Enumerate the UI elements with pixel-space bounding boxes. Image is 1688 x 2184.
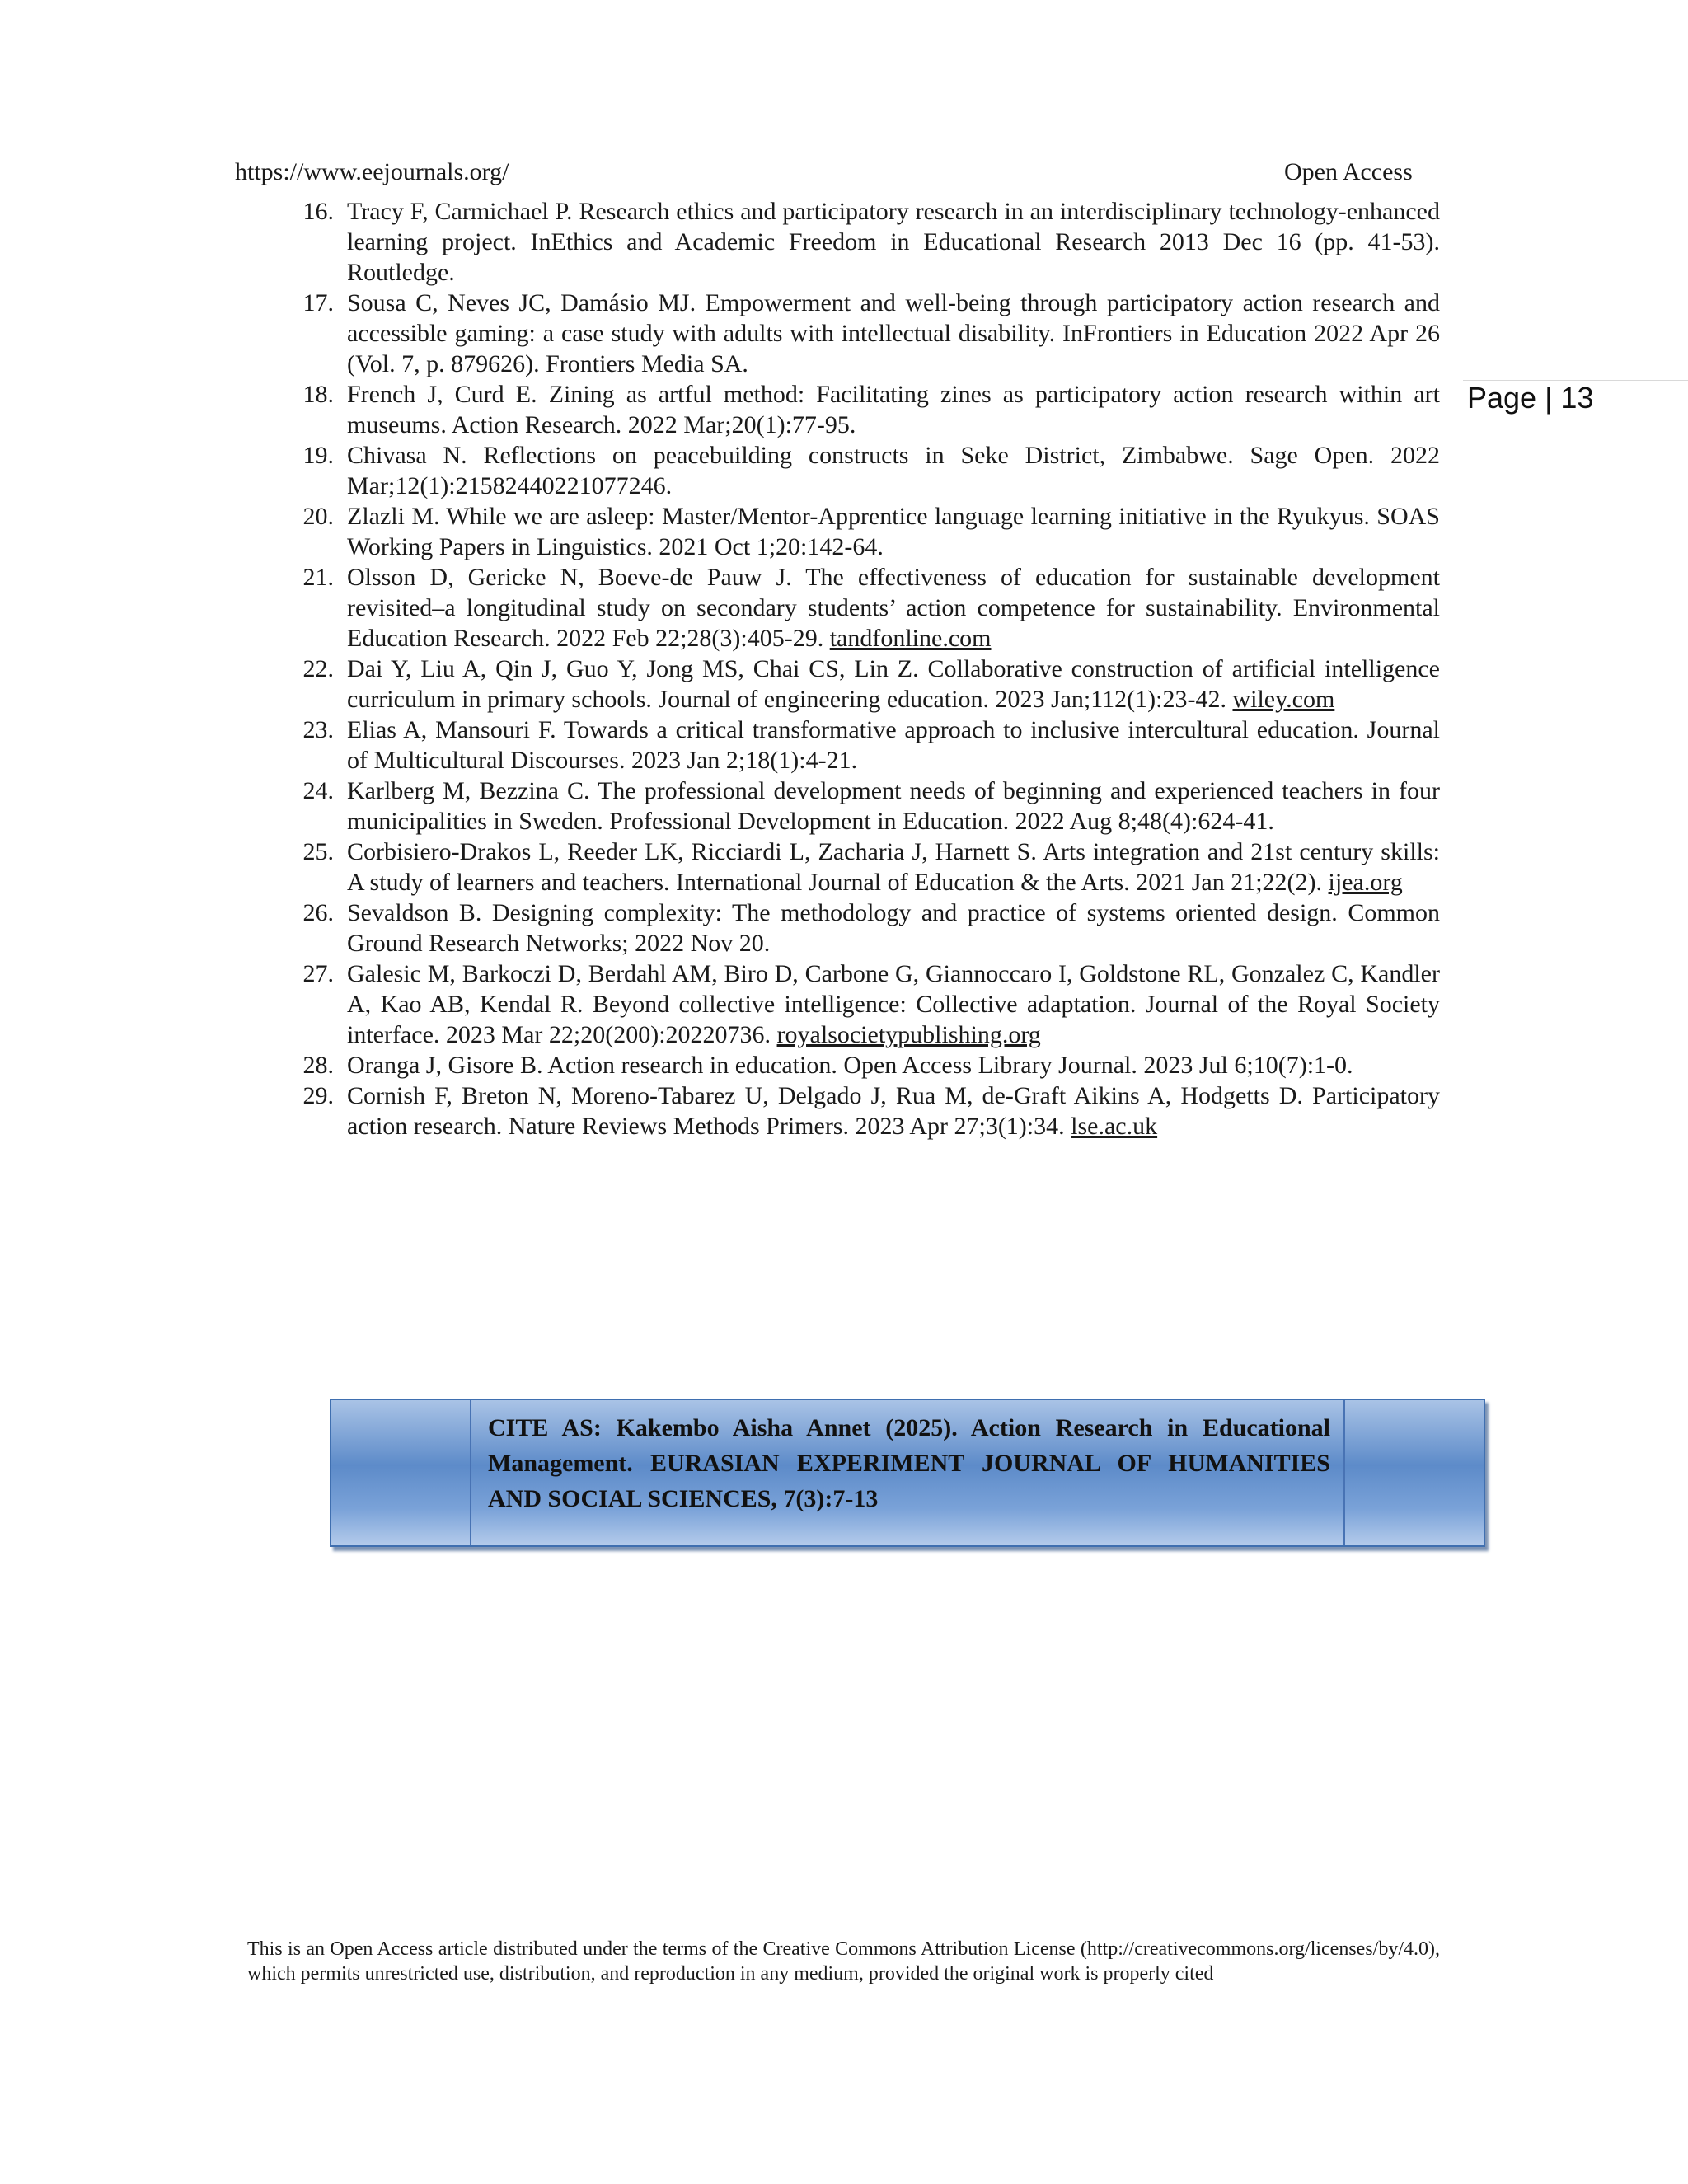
reference-number: 23. <box>302 716 334 743</box>
reference-text: Sevaldson B. Designing complexity: The methodology and practice of systems oriented design. Common Ground Research Networks; 2022 Nov 20. <box>347 899 1440 957</box>
citation-text: CITE AS: Kakembo Aisha Annet (2025). Action Research in Educational Management. EURASIAN EXPERIMENT JOURNAL OF HUMANITIES AND SOCIAL SCIENCES, 7(3):7-13 <box>488 1414 1330 1512</box>
reference-item <box>293 898 1440 958</box>
reference-link[interactable]: lse.ac.uk <box>1071 1113 1158 1140</box>
reference-item <box>293 1050 1440 1080</box>
citation-box <box>330 1399 1485 1547</box>
reference-text: Karlberg M, Bezzina C. The professional development needs of beginning and experienced teachers in four municipalities in Sweden. Professional Development in Education. 2022 Aug 8;48(4):624-41. <box>347 777 1440 835</box>
reference-link[interactable]: wiley.com <box>1232 686 1335 713</box>
reference-number: 26. <box>302 899 334 926</box>
reference-number: 25. <box>302 838 334 865</box>
reference-number: 20. <box>302 503 334 530</box>
reference-number: 29. <box>302 1082 334 1109</box>
reference-text: Tracy F, Carmichael P. Research ethics and participatory research in an interdisciplinary technology-enhanced learning project. InEthics and Academic Freedom in Educational Research 2013 Dec 16 (pp. 41-53). Routledge. <box>347 198 1440 286</box>
reference-item <box>293 837 1440 898</box>
reference-item <box>293 1080 1440 1141</box>
header-url[interactable]: https://www.eejournals.org/ <box>235 158 509 185</box>
reference-text: Corbisiero-Drakos L, Reeder LK, Ricciardi L, Zacharia J, Harnett S. Arts integration and 21st century skills: A study of learners and teachers. International Journal of Education & the Arts. 2021 Jan 21;22(2). <box>347 838 1440 896</box>
reference-number: 21. <box>302 564 334 591</box>
license-footer: This is an Open Access article distributed under the terms of the Creative Commons Attribution License (http://creativecommons.org/licenses/by/4.0), which permits unrestricted use, distribution, and reproduction in any medium, provided the original work is properly cited <box>247 1938 1440 1985</box>
reference-number: 17. <box>302 289 334 316</box>
reference-text: Dai Y, Liu A, Qin J, Guo Y, Jong MS, Chai CS, Lin Z. Collaborative construction of artificial intelligence curriculum in primary schools. Journal of engineering education. 2023 Jan;112(1):23-42. <box>347 655 1440 713</box>
reference-text: Sousa C, Neves JC, Damásio MJ. Empowerment and well-being through participatory action research and accessible gaming: a case study with adults with intellectual disability. InFrontiers in Education 2022 Apr 26 (Vol. 7, p. 879626). Frontiers Media SA. <box>347 289 1440 377</box>
citation-box-divider-left <box>470 1400 471 1545</box>
reference-item <box>293 379 1440 440</box>
reference-number: 24. <box>302 777 334 804</box>
header-open-access: Open Access <box>1284 158 1413 185</box>
reference-item <box>293 288 1440 379</box>
reference-text: Zlazli M. While we are asleep: Master/Mentor-Apprentice language learning initiative in the Ryukyus. SOAS Working Papers in Linguistics. 2021 Oct 1;20:142-64. <box>347 503 1440 560</box>
reference-text: Elias A, Mansouri F. Towards a critical transformative approach to inclusive intercultural education. Journal of Multicultural Discourses. 2023 Jan 2;18(1):4-21. <box>347 716 1440 774</box>
reference-item <box>293 776 1440 837</box>
reference-text: French J, Curd E. Zining as artful method: Facilitating zines as participatory action research within art museums. Action Research. 2022 Mar;20(1):77-95. <box>347 381 1440 438</box>
citation-box-divider-right <box>1343 1400 1345 1545</box>
reference-link[interactable]: ijea.org <box>1328 869 1403 896</box>
reference-number: 18. <box>302 381 334 408</box>
reference-number: 28. <box>302 1052 334 1079</box>
reference-item <box>293 501 1440 562</box>
reference-number: 22. <box>302 655 334 682</box>
reference-item <box>293 440 1440 501</box>
reference-number: 27. <box>302 960 334 987</box>
reference-link[interactable]: royalsocietypublishing.org <box>776 1021 1041 1048</box>
reference-text: Cornish F, Breton N, Moreno-Tabarez U, Delgado J, Rua M, de-Graft Aikins A, Hodgetts D. Participatory action research. Nature Reviews Methods Primers. 2023 Apr 27;3(1):34. <box>347 1082 1440 1140</box>
reference-number: 19. <box>302 442 334 469</box>
reference-list <box>293 196 1440 1141</box>
reference-text: Olsson D, Gericke N, Boeve-de Pauw J. The effectiveness of education for sustainable development revisited–a longitudinal study on secondary students’ action competence for sustainability. Environmental Education Research. 2022 Feb 22;28(3):405-29. <box>347 564 1440 652</box>
reference-item <box>293 562 1440 654</box>
reference-text: Galesic M, Barkoczi D, Berdahl AM, Biro D, Carbone G, Giannoccaro I, Goldstone RL, Gonzalez C, Kandler A, Kao AB, Kendal R. Beyond collective intelligence: Collective adaptation. Journal of the Royal Society interface. 2023 Mar 22;20(200):20220736. <box>347 960 1440 1048</box>
reference-item <box>293 654 1440 715</box>
reference-text: Chivasa N. Reflections on peacebuilding constructs in Seke District, Zimbabwe. Sage Open. 2022 Mar;12(1):21582440221077246. <box>347 442 1440 499</box>
reference-item <box>293 958 1440 1050</box>
reference-number: 16. <box>302 198 334 225</box>
reference-text: Oranga J, Gisore B. Action research in education. Open Access Library Journal. 2023 Jul 6;10(7):1-0. <box>347 1052 1353 1079</box>
reference-item <box>293 715 1440 776</box>
reference-link[interactable]: tandfonline.com <box>829 625 992 652</box>
page-number: Page | 13 <box>1467 381 1594 415</box>
reference-item <box>293 196 1440 288</box>
